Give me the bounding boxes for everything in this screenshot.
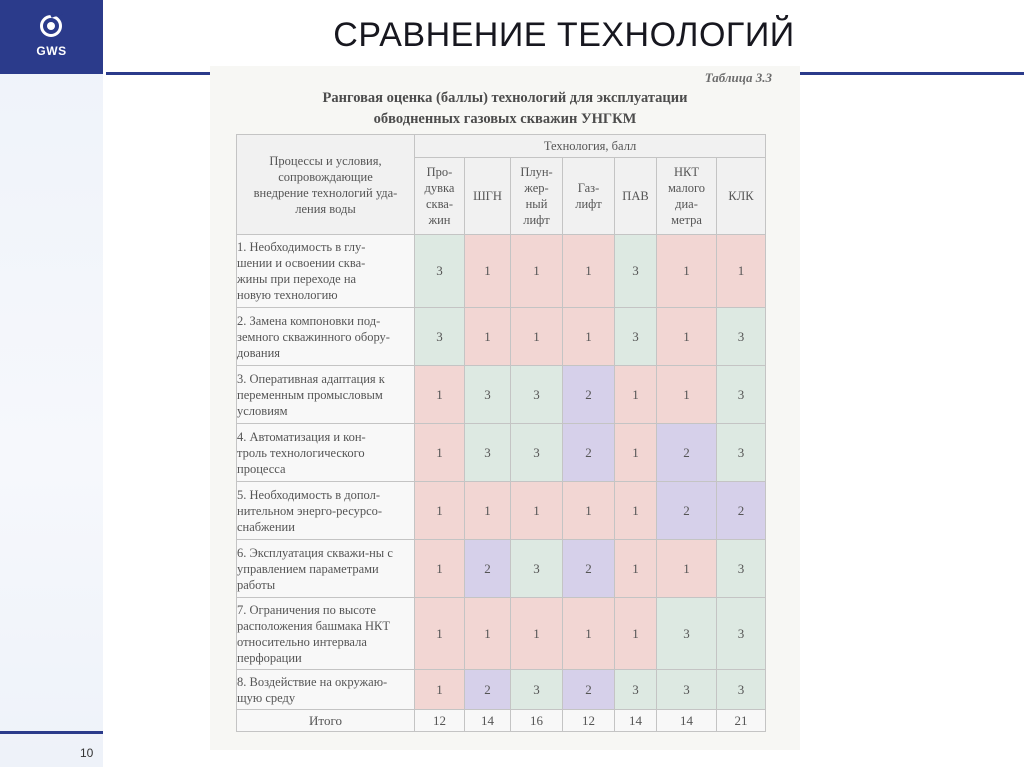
logo-text: GWS [36, 44, 67, 58]
score-cell: 1 [615, 424, 657, 482]
process-line: 3. Оперативная адаптация к [237, 371, 385, 386]
technology-column-header [657, 158, 717, 235]
total-cell: 12 [563, 710, 615, 732]
score-cell: 1 [563, 482, 615, 540]
process-cell [237, 366, 415, 424]
table-row [237, 366, 766, 424]
process-cell [237, 670, 415, 710]
gws-logo-icon [38, 12, 64, 38]
table-title-line: Ранговая оценка (баллы) технологий для эксплуатации [322, 90, 688, 106]
score-cell: 1 [615, 366, 657, 424]
column-header-line: Про- [426, 165, 453, 179]
score-cell: 3 [511, 670, 563, 710]
column-header-line: Плун- [520, 165, 553, 179]
process-line: процесса [237, 461, 286, 476]
process-line: земного скважинного обору- [237, 329, 390, 344]
column-header-line: ный [525, 197, 548, 211]
score-cell: 1 [465, 598, 511, 670]
column-header-line: КЛК [728, 189, 754, 203]
table-row [237, 308, 766, 366]
ranking-table [236, 134, 766, 732]
process-line: нительном энерго-ресурсо- [237, 503, 383, 518]
score-cell: 2 [465, 670, 511, 710]
score-cell: 2 [563, 540, 615, 598]
score-cell: 3 [657, 670, 717, 710]
process-line: 5. Необходимость в допол- [237, 487, 381, 502]
score-cell: 1 [415, 598, 465, 670]
processes-header-line: внедрение технологий уда- [253, 185, 398, 200]
process-cell [237, 308, 415, 366]
process-line: снабжении [237, 519, 295, 534]
score-cell: 2 [563, 424, 615, 482]
process-line: 8. Воздействие на окружаю- [237, 674, 388, 689]
column-header-line: диа- [675, 197, 698, 211]
score-cell: 1 [615, 540, 657, 598]
left-strip [0, 0, 103, 767]
process-line: дования [237, 345, 281, 360]
process-line: новую технологию [237, 288, 338, 302]
process-cell [237, 598, 415, 670]
column-header-line: дувка [424, 181, 455, 195]
column-header-line: лифт [523, 213, 550, 227]
process-line: 1. Необходимость в глу- [237, 240, 366, 254]
table-row [237, 424, 766, 482]
table-title [210, 88, 800, 130]
process-cell [237, 540, 415, 598]
page-title: СРАВНЕНИЕ ТЕХНОЛОГИЙ [333, 16, 795, 54]
technology-column-header [511, 158, 563, 235]
column-header-line: лифт [575, 197, 602, 211]
process-line: жины при переходе на [237, 272, 357, 286]
score-cell: 1 [615, 482, 657, 540]
score-cell: 1 [465, 308, 511, 366]
score-cell: 2 [563, 670, 615, 710]
processes-header-line: сопровождающие [278, 169, 373, 184]
table-label: Таблица 3.3 [704, 70, 772, 85]
process-cell [237, 482, 415, 540]
process-line: управлением параметрами [237, 561, 379, 576]
score-cell: 3 [415, 308, 465, 366]
score-cell: 1 [657, 366, 717, 424]
total-cell: 14 [657, 710, 717, 732]
technology-column-header [615, 158, 657, 235]
process-line: условиям [237, 403, 288, 418]
process-cell [237, 424, 415, 482]
score-cell: 3 [465, 366, 511, 424]
table-row [237, 670, 766, 710]
process-line: троль технологического [237, 445, 365, 460]
technology-column-header [415, 158, 465, 235]
score-cell: 1 [563, 598, 615, 670]
process-line: переменным промысловым [237, 387, 383, 402]
score-cell: 2 [717, 482, 766, 540]
header-row [237, 135, 766, 158]
score-cell: 3 [717, 540, 766, 598]
totals-label: Итого [237, 710, 415, 732]
process-line: 7. Ограничения по высоте [237, 602, 376, 617]
process-line: щую среду [237, 690, 296, 705]
score-cell: 2 [657, 482, 717, 540]
score-cell: 3 [615, 235, 657, 308]
score-cell: 3 [717, 308, 766, 366]
table-row [237, 598, 766, 670]
processes-header [237, 135, 415, 235]
score-cell: 3 [717, 670, 766, 710]
score-cell: 1 [563, 235, 615, 308]
process-line: расположения башмака НКТ [237, 618, 391, 633]
score-cell: 3 [615, 670, 657, 710]
process-cell [237, 235, 415, 308]
total-cell: 16 [511, 710, 563, 732]
score-cell: 1 [511, 308, 563, 366]
totals-row [237, 710, 766, 732]
table-row [237, 540, 766, 598]
column-header-line: ШГН [473, 189, 502, 203]
column-header-line: метра [671, 213, 702, 227]
column-header-line: жер- [524, 181, 549, 195]
total-cell: 21 [717, 710, 766, 732]
page-number: 10 [80, 746, 94, 760]
technology-column-header [465, 158, 511, 235]
processes-header-line: Процессы и условия, [269, 153, 382, 168]
score-cell: 1 [563, 308, 615, 366]
score-cell: 1 [657, 540, 717, 598]
score-cell: 3 [717, 424, 766, 482]
score-cell: 1 [465, 235, 511, 308]
processes-header-line: ления воды [295, 201, 356, 216]
score-cell: 3 [657, 598, 717, 670]
score-cell: 1 [415, 670, 465, 710]
table-row [237, 482, 766, 540]
score-cell: 1 [465, 482, 511, 540]
table-title-line: обводненных газовых скважин УНГКМ [373, 111, 637, 127]
score-cell: 3 [717, 598, 766, 670]
score-cell: 1 [657, 308, 717, 366]
score-cell: 1 [511, 482, 563, 540]
process-line: 2. Замена компоновки под- [237, 313, 381, 328]
score-cell: 1 [657, 235, 717, 308]
total-cell: 14 [465, 710, 511, 732]
technology-column-header [563, 158, 615, 235]
column-header-line: ПАВ [622, 189, 649, 203]
table-row [237, 235, 766, 308]
process-line: относительно интервала [237, 634, 367, 649]
score-cell: 2 [465, 540, 511, 598]
score-cell: 3 [511, 424, 563, 482]
total-cell: 14 [615, 710, 657, 732]
footer-divider [0, 731, 103, 734]
score-cell: 1 [511, 598, 563, 670]
column-header-line: малого [667, 181, 706, 195]
score-cell: 1 [415, 424, 465, 482]
process-line: шении и освоении сква- [237, 256, 366, 270]
score-cell: 1 [415, 482, 465, 540]
score-cell: 3 [717, 366, 766, 424]
technology-header: Технология, балл [415, 135, 766, 158]
column-header-line: НКТ [674, 165, 699, 179]
score-cell: 1 [511, 235, 563, 308]
process-line: 6. Эксплуатация скважи-ны с [237, 545, 393, 560]
process-line: работы [237, 577, 276, 592]
total-cell: 12 [415, 710, 465, 732]
score-cell: 3 [415, 235, 465, 308]
process-line: 4. Автоматизация и кон- [237, 429, 366, 444]
score-cell: 3 [465, 424, 511, 482]
score-cell: 2 [657, 424, 717, 482]
logo [0, 0, 103, 74]
column-header-line: Газ- [577, 181, 600, 195]
score-cell: 3 [511, 540, 563, 598]
score-cell: 1 [415, 540, 465, 598]
score-cell: 1 [717, 235, 766, 308]
column-header-line: сква- [425, 197, 454, 211]
score-cell: 2 [563, 366, 615, 424]
score-cell: 3 [615, 308, 657, 366]
technology-column-header [717, 158, 766, 235]
column-header-line: жин [428, 213, 451, 227]
score-cell: 1 [615, 598, 657, 670]
score-cell: 3 [511, 366, 563, 424]
process-line: перфорации [237, 650, 302, 665]
score-cell: 1 [415, 366, 465, 424]
